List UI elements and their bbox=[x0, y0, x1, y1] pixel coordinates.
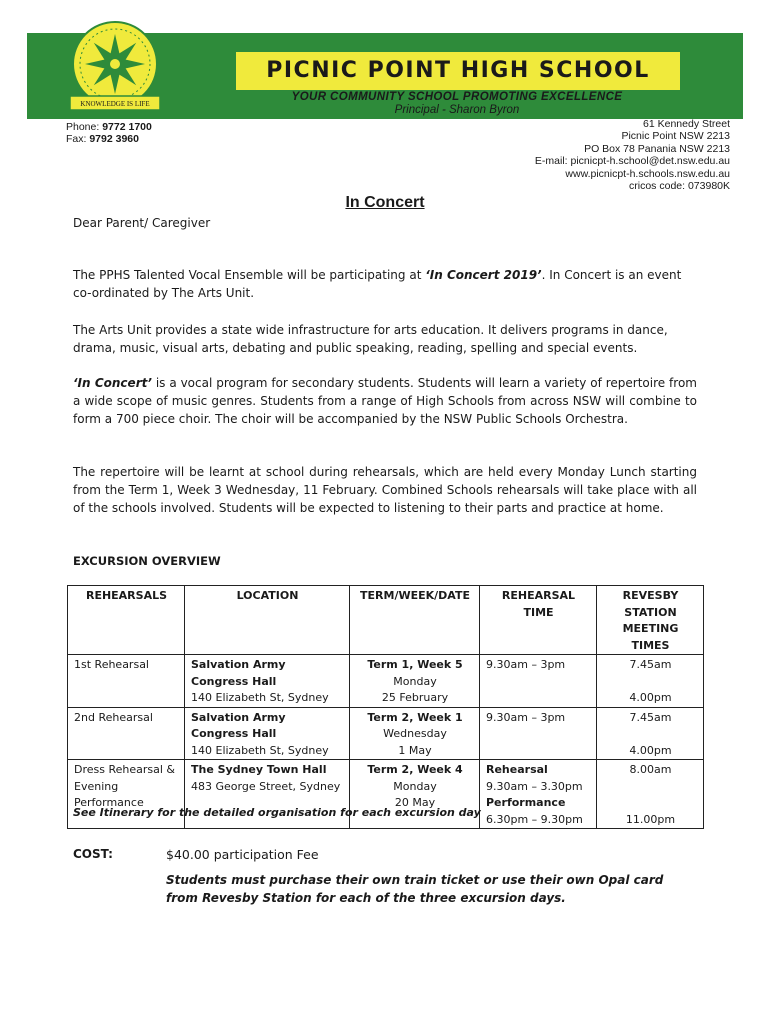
school-address bbox=[535, 118, 730, 192]
contact-phone-fax: Phone: 9772 1700 Fax: 9792 3960 bbox=[66, 121, 152, 145]
date: 1 May bbox=[398, 743, 432, 757]
day: Wednesday bbox=[383, 727, 447, 740]
header-location: LOCATION bbox=[185, 586, 350, 655]
return-time: 4.00pm bbox=[629, 691, 672, 704]
location-address: 140 Elizabeth St, Sydney bbox=[191, 743, 329, 757]
school-crest-logo bbox=[66, 18, 164, 130]
principal-name: Principal - Sharon Byron bbox=[394, 104, 520, 116]
school-motto: YOUR COMMUNITY SCHOOL PROMOTING EXCELLENCE bbox=[291, 91, 623, 103]
letter-title: In Concert bbox=[345, 194, 425, 211]
header-term-week-date: TERM/WEEK/DATE bbox=[350, 586, 480, 655]
meeting-time: 7.45am bbox=[629, 658, 672, 671]
email-address: E-mail: picnicpt-h.school@det.nsw.edu.au bbox=[534, 155, 730, 168]
cost-note: Students must purchase their own train ticket or use their own Opal card from Revesby Station for each of the three excursion days. bbox=[166, 873, 664, 905]
header-rehearsal-time: REHEARSAL TIME bbox=[480, 586, 597, 655]
term-week: Term 1, Week 5 bbox=[367, 658, 463, 671]
salutation: Dear Parent/ Caregiver bbox=[73, 216, 211, 230]
location-address: 483 George Street, Sydney bbox=[191, 779, 341, 793]
website-address: www.picnicpt-h.schools.nsw.edu.au bbox=[565, 167, 730, 180]
paragraph-arts-unit: The Arts Unit provides a state wide infrastructure for arts education. It delivers programs in dance, drama, music, visual arts, debating and public speaking, reading, spelling and special events. bbox=[73, 323, 668, 355]
date: 25 February bbox=[381, 691, 449, 704]
paragraph-intro: The PPHS Talented Vocal Ensemble will be participating at ‘In Concert 2019’. In Concert is an event co-ordinated by The Arts Unit. bbox=[73, 268, 682, 300]
term-week: Term 2, Week 4 bbox=[367, 763, 463, 776]
cricos-code: cricos code: 073980K bbox=[629, 180, 730, 193]
location-address: 140 Elizabeth St, Sydney bbox=[191, 691, 329, 704]
meeting-time: 7.45am bbox=[629, 710, 672, 724]
day: Monday bbox=[393, 674, 437, 688]
cost-value: $40.00 participation Fee bbox=[166, 847, 319, 862]
rehearsal-time: 9.30am – 3pm bbox=[480, 655, 597, 708]
table-row bbox=[68, 655, 704, 708]
address-line: 61 Kennedy Street bbox=[643, 118, 730, 130]
rehearsal-name: Dress Rehearsal & Evening Performance bbox=[68, 760, 185, 829]
address-line: PO Box 78 Panania NSW 2213 bbox=[584, 142, 730, 155]
rehearsal-time: 9.30am – 3.30pm bbox=[486, 779, 583, 793]
header-meeting-times: REVESBY STATION MEETING TIMES bbox=[597, 586, 704, 655]
term-week: Term 2, Week 1 bbox=[367, 710, 463, 724]
cost-label: COST: bbox=[73, 847, 113, 861]
rehearsal-time: 9.30am – 3pm bbox=[480, 707, 597, 760]
location-name: The Sydney Town Hall bbox=[191, 763, 327, 776]
paragraph-program: ‘In Concert’ is a vocal program for secondary students. Students will learn a variety of repertoire from a wide scope of music genres. Students from a range of High Schools from across NSW will combine to form a 700 piece choir. The choir will be accompanied by the NSW Public Schools Orchestra. bbox=[73, 376, 697, 426]
rehearsal-label: Rehearsal bbox=[486, 763, 548, 776]
table-header-row bbox=[68, 586, 704, 655]
excursion-heading: EXCURSION OVERVIEW bbox=[73, 554, 221, 568]
rehearsal-name: 2nd Rehearsal bbox=[68, 707, 185, 760]
table-row bbox=[68, 707, 704, 760]
crest-banner-text: KNOWLEDGE IS LIFE bbox=[80, 100, 150, 108]
performance-time: 6.30pm – 9.30pm bbox=[486, 812, 583, 826]
meeting-time: 8.00am bbox=[629, 763, 672, 776]
performance-label: Performance bbox=[486, 796, 566, 809]
phone-number: 9772 1700 bbox=[102, 121, 152, 133]
fax-number: 9792 3960 bbox=[89, 133, 139, 145]
itinerary-note: See Itinerary for the detailed organisation for each excursion day bbox=[73, 806, 481, 819]
return-time: 11.00pm bbox=[625, 812, 676, 826]
location-name: Salvation Army Congress Hall bbox=[191, 710, 286, 740]
school-name: PICNIC POINT HIGH SCHOOL bbox=[266, 58, 650, 83]
day: Monday bbox=[393, 779, 437, 793]
return-time: 4.00pm bbox=[629, 743, 672, 757]
excursion-table bbox=[67, 585, 704, 829]
date: 20 May bbox=[394, 796, 436, 809]
header-rehearsals: REHEARSALS bbox=[68, 586, 185, 655]
rehearsal-name: 1st Rehearsal bbox=[68, 655, 185, 708]
paragraph-rehearsals: The repertoire will be learnt at school during rehearsals, which are held every Monday Lunch starting from the Term 1, Week 3 Wednesday, 11 February. Combined Schools rehearsals will take place with all of the schools involved. Students will be expected to listening to their parts and practice at home. bbox=[73, 465, 697, 515]
address-line: Picnic Point NSW 2213 bbox=[621, 130, 730, 143]
location-name: Salvation Army Congress Hall bbox=[191, 658, 286, 688]
